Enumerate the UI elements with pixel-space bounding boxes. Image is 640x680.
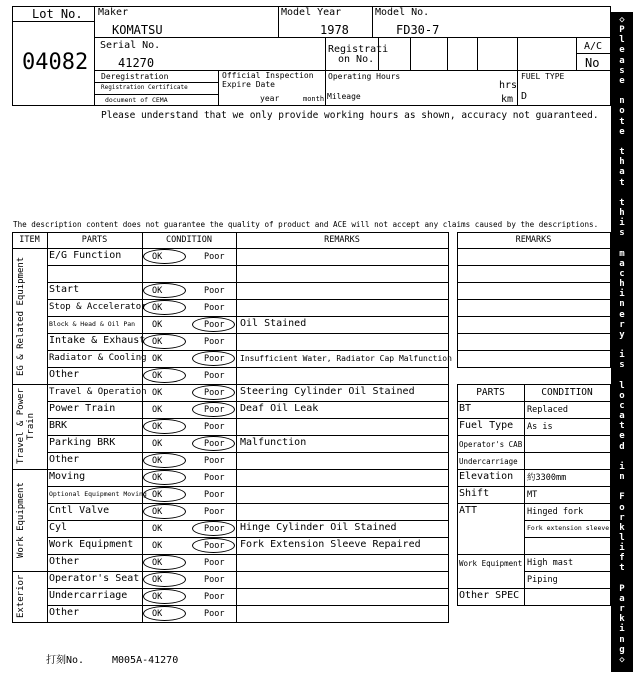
poor-option: Poor: [204, 609, 225, 619]
sidebar-char: h: [619, 207, 625, 218]
parts-row-line: [457, 418, 610, 419]
spec-part: Other SPEC: [459, 590, 520, 601]
sidebar-char: P: [619, 583, 625, 594]
ok-selected-circle: [143, 300, 186, 315]
sidebar-char: t: [619, 177, 625, 188]
table-row: [47, 554, 448, 571]
month-label: month: [303, 95, 325, 103]
sidebar-char: e: [619, 126, 625, 137]
sidebar-char: s: [619, 228, 625, 239]
spec-part: Elevation: [459, 471, 514, 482]
sidebar-char: i: [619, 461, 625, 472]
poor-option: Poor: [204, 592, 225, 602]
sidebar-char: e: [619, 75, 625, 86]
sidebar-char: e: [619, 45, 625, 56]
remark-text: Oil Stained: [240, 318, 307, 329]
spec-part: Shift: [459, 488, 490, 499]
sidebar-char: e: [619, 309, 625, 320]
part-name: Undercarriage: [49, 590, 128, 601]
sidebar-char: t: [619, 563, 625, 574]
table-row: [47, 605, 448, 622]
table-row: [47, 316, 448, 333]
sidebar-char: h: [619, 279, 625, 290]
sidebar-char: k: [619, 614, 625, 625]
part-name: Block & Head & Oil Pan: [49, 320, 136, 328]
model-no-label: Model No.: [375, 7, 430, 18]
spec-part: Undercarriage: [459, 457, 518, 466]
ok-option: OK: [152, 371, 163, 381]
part-name: Optional Equipment Moving: [49, 490, 147, 498]
sidebar-char: n: [619, 299, 625, 310]
part-name: Cntl Valve: [49, 505, 110, 516]
dereg-sub-1: Registration Certificate: [101, 84, 188, 91]
poor-option: Poor: [204, 456, 225, 466]
hours-label: Operating Hours: [328, 72, 401, 81]
poor-selected-circle: [192, 521, 235, 536]
sidebar-char: t: [619, 197, 625, 208]
ok-selected-circle: [143, 589, 186, 604]
table-row: [47, 350, 452, 367]
ok-selected-circle: [143, 606, 186, 621]
mileage-unit: km: [501, 94, 514, 105]
col-parts-header: PARTS: [81, 235, 108, 245]
poor-option: Poor: [204, 320, 225, 330]
stamp-label: 打刻No.: [46, 655, 85, 666]
sidebar-char: d: [619, 441, 625, 452]
parts-row-line: [457, 469, 610, 470]
ok-option: OK: [152, 524, 163, 534]
ok-selected-circle: [143, 487, 186, 502]
col-item-header: ITEM: [19, 235, 40, 245]
parts-header-line: [457, 401, 610, 402]
poor-option: Poor: [204, 286, 225, 296]
ok-selected-circle: [143, 283, 186, 298]
ok-option: OK: [152, 558, 163, 568]
ok-option: OK: [152, 388, 163, 398]
fuel-label: FUEL TYPE: [521, 72, 565, 81]
sidebar-char: i: [619, 350, 625, 361]
sidebar-char: t: [619, 116, 625, 127]
table-row: [47, 248, 448, 265]
poor-option: Poor: [204, 303, 225, 313]
sidebar-char: l: [619, 380, 625, 391]
part-name: Work Equipment: [49, 539, 134, 550]
spec-part: BT: [459, 403, 472, 414]
table-row: [47, 435, 448, 452]
ok-option: OK: [152, 490, 163, 500]
table-row: [47, 265, 448, 282]
part-name: Other: [49, 556, 80, 567]
table-row: [47, 571, 448, 588]
sidebar-char: i: [619, 624, 625, 635]
sidebar-char: t: [619, 421, 625, 432]
sidebar-char: h: [619, 157, 625, 168]
sidebar-char: F: [619, 492, 625, 503]
ok-option: OK: [152, 320, 163, 330]
spec-condition: MT: [527, 490, 538, 500]
table-row: [47, 418, 448, 435]
table-row: [47, 588, 448, 605]
parts-row-line: [524, 537, 610, 538]
serial-value: 41270: [118, 56, 155, 70]
sidebar-char: r: [619, 604, 625, 615]
hours-unit: hrs: [499, 80, 518, 91]
poor-option: Poor: [204, 354, 225, 364]
remarks-row-line: [457, 248, 610, 249]
poor-option: Poor: [204, 388, 225, 398]
mileage-label: Mileage: [327, 92, 361, 101]
poor-option: Poor: [204, 422, 225, 432]
poor-option: Poor: [204, 524, 225, 534]
stamp-value: M005A-41270: [112, 655, 179, 666]
ok-selected-circle: [143, 249, 186, 264]
spec-condition: Piping: [527, 575, 558, 585]
sidebar-char: a: [619, 55, 625, 66]
remarks-row-line: [457, 316, 610, 317]
sidebar-char: y: [619, 329, 625, 340]
dereg-sub-2: document of CEMA: [105, 96, 168, 104]
maker-label: Maker: [98, 7, 129, 18]
part-name: Parking BRK: [49, 437, 116, 448]
sidebar-char: m: [619, 248, 625, 259]
ok-selected-circle: [143, 334, 186, 349]
ok-option: OK: [152, 252, 163, 262]
sidebar-char: n: [619, 634, 625, 645]
remarks-row-line: [457, 282, 610, 283]
poor-option: Poor: [204, 541, 225, 551]
table-row: [47, 537, 448, 554]
sidebar-char: r: [619, 319, 625, 330]
poor-selected-circle: [192, 317, 235, 332]
remark-text: Deaf Oil Leak: [240, 403, 319, 414]
ok-selected-circle: [143, 470, 186, 485]
part-name: Cyl: [49, 522, 68, 533]
remark-text: Malfunction: [240, 437, 307, 448]
part-name: Other: [49, 454, 80, 465]
ok-option: OK: [152, 456, 163, 466]
spec-condition: 約3300mm: [527, 473, 567, 483]
sidebar-char: c: [619, 400, 625, 411]
part-name: Moving: [49, 471, 86, 482]
remark-text: Steering Cylinder Oil Stained: [240, 386, 415, 397]
part-name: E/G Function: [49, 250, 122, 261]
lot-number: 04082: [22, 50, 89, 75]
sidebar-char: t: [619, 147, 625, 158]
poor-option: Poor: [204, 473, 225, 483]
sidebar-char: a: [619, 258, 625, 269]
parts-row-line: [457, 435, 610, 436]
maker-value: KOMATSU: [112, 23, 163, 37]
sidebar-char: k: [619, 522, 625, 533]
ok-option: OK: [152, 575, 163, 585]
part-name: Start: [49, 284, 80, 295]
inspection-label-2: Expire Date: [222, 80, 275, 89]
table-row: [47, 299, 448, 316]
fuel-value: D: [521, 91, 528, 102]
poor-option: Poor: [204, 371, 225, 381]
inspection-label-1: Official Inspection: [222, 71, 314, 80]
spec-condition: As is: [527, 422, 553, 432]
part-name: Travel & Operation: [49, 387, 147, 397]
col-condition-header: CONDITION: [165, 235, 213, 245]
ok-option: OK: [152, 422, 163, 432]
sidebar-char: a: [619, 411, 625, 422]
serial-label: Serial No.: [100, 40, 161, 51]
parts-row-line: [457, 452, 610, 453]
sidebar-char: i: [619, 289, 625, 300]
spec-condition: Fork extension sleeve: [527, 524, 610, 532]
sidebar-char: n: [619, 472, 625, 483]
table-row: [47, 282, 448, 299]
ok-selected-circle: [143, 419, 186, 434]
part-name: BRK: [49, 420, 68, 431]
sidebar-char: r: [619, 512, 625, 523]
remarks-row-line: [457, 367, 610, 368]
spec-condition: Replaced: [527, 405, 568, 415]
sidebar-char: l: [619, 35, 625, 46]
ok-option: OK: [152, 507, 163, 517]
part-name: Other: [49, 369, 80, 380]
table-row: [47, 384, 448, 401]
sidebar-char: s: [619, 65, 625, 76]
model-no-value: FD30-7: [396, 23, 440, 37]
poor-selected-circle: [192, 351, 235, 366]
spec-part: Operator's CAB: [459, 440, 523, 449]
poor-option: Poor: [204, 575, 225, 585]
table-row: [47, 333, 448, 350]
model-year-value: 1978: [320, 23, 349, 37]
ok-option: OK: [152, 609, 163, 619]
ok-selected-circle: [143, 572, 186, 587]
poor-option: Poor: [204, 439, 225, 449]
part-name: Other: [49, 607, 80, 618]
spec-condition: High mast: [527, 558, 574, 568]
model-year-label: Model Year: [281, 7, 342, 18]
table-row: [47, 486, 448, 503]
notice-text: Please understand that we only provide working hours as shown, accuracy not guaranteed.: [101, 110, 599, 121]
remarks-row-line: [457, 299, 610, 300]
poor-option: Poor: [204, 405, 225, 415]
spec-condition: Hinged fork: [527, 507, 584, 517]
location-notice-sidebar: [611, 12, 633, 672]
remarks-row-line: [457, 333, 610, 334]
poor-option: Poor: [204, 558, 225, 568]
part-name: Intake & Exhaust: [49, 335, 146, 346]
sidebar-char: a: [619, 593, 625, 604]
ok-option: OK: [152, 303, 163, 313]
remark-text: Insufficient Water, Radiator Cap Malfunction: [240, 354, 452, 363]
sidebar-char: f: [619, 553, 625, 564]
table-row: [47, 520, 448, 537]
group-label: EG & Related Equipment: [16, 256, 26, 376]
table-row: [47, 452, 448, 469]
ok-option: OK: [152, 354, 163, 364]
sidebar-char: i: [619, 218, 625, 229]
poor-selected-circle: [192, 385, 235, 400]
disclaimer-text: The description content does not guarantee the quality of product and ACE will not accept any claims caused by the descriptions.: [13, 220, 599, 229]
table-row: [47, 469, 448, 486]
sidebar-char: o: [619, 390, 625, 401]
poor-selected-circle: [192, 402, 235, 417]
remarks-row-line: [457, 265, 610, 266]
sidebar-char: g: [619, 644, 625, 655]
sidebar-char: n: [619, 96, 625, 107]
ok-option: OK: [152, 473, 163, 483]
parts-row-line: [457, 554, 610, 555]
col-remarks-header: REMARKS: [324, 235, 360, 245]
poor-option: Poor: [204, 252, 225, 262]
remarks-row-line: [457, 350, 610, 351]
ok-selected-circle: [143, 504, 186, 519]
parts-row-line: [457, 486, 610, 487]
registration-label-2: on No.: [338, 54, 375, 65]
parts-row-line: [457, 503, 610, 504]
sidebar-char: c: [619, 268, 625, 279]
part-name: Radiator & Cooling: [49, 353, 147, 363]
remarks-header: REMARKS: [515, 235, 552, 245]
lot-label: Lot No.: [32, 7, 83, 21]
ac-label: A/C: [584, 41, 603, 52]
spec-part: Fuel Type: [459, 420, 514, 431]
ok-selected-circle: [143, 555, 186, 570]
table-row: [47, 401, 448, 418]
sidebar-char: e: [619, 431, 625, 442]
sidebar-char: l: [619, 532, 625, 543]
sidebar-char: P: [619, 25, 625, 36]
sidebar-char: o: [619, 106, 625, 117]
condition-header: CONDITION: [541, 387, 593, 398]
part-name: Power Train: [49, 403, 116, 414]
poor-option: Poor: [204, 337, 225, 347]
spec-part: ATT: [459, 505, 478, 516]
poor-option: Poor: [204, 490, 225, 500]
dereg-label: Deregistration: [101, 72, 169, 81]
parts-row-line: [524, 571, 610, 572]
ok-selected-circle: [143, 368, 186, 383]
table-row: [47, 503, 448, 520]
part-name: Operator's Seat: [49, 573, 140, 584]
group-label: Exterior: [16, 574, 26, 619]
sidebar-char: i: [619, 543, 625, 554]
ok-option: OK: [152, 405, 163, 415]
poor-option: Poor: [204, 507, 225, 517]
ok-selected-circle: [143, 453, 186, 468]
poor-selected-circle: [192, 538, 235, 553]
sidebar-char: a: [619, 167, 625, 178]
sidebar-char: ◇: [619, 654, 625, 665]
parts-row-line: [524, 520, 610, 521]
remark-text: Fork Extension Sleeve Repaired: [240, 539, 421, 550]
registration-label-1: Registrati: [328, 44, 389, 55]
ok-option: OK: [152, 439, 163, 449]
parts-row-line: [457, 588, 610, 589]
group-label: Work Equipment: [16, 482, 26, 558]
ac-value: No: [585, 56, 600, 70]
sidebar-char: o: [619, 502, 625, 513]
ok-option: OK: [152, 286, 163, 296]
remarks-frame: [457, 232, 611, 368]
remark-text: Hinge Cylinder Oil Stained: [240, 522, 397, 533]
year-label: year: [260, 94, 280, 103]
ok-option: OK: [152, 337, 163, 347]
group-label: Travel & Power Train: [16, 388, 36, 465]
spec-part: Work Equipment: [459, 559, 523, 568]
parts-header: PARTS: [476, 387, 505, 398]
poor-selected-circle: [192, 436, 235, 451]
part-name: Stop & Accelerator: [49, 302, 147, 312]
ok-option: OK: [152, 592, 163, 602]
ok-option: OK: [152, 541, 163, 551]
sidebar-char: ◇: [619, 15, 625, 25]
sidebar-char: s: [619, 360, 625, 371]
table-row: [47, 367, 448, 384]
